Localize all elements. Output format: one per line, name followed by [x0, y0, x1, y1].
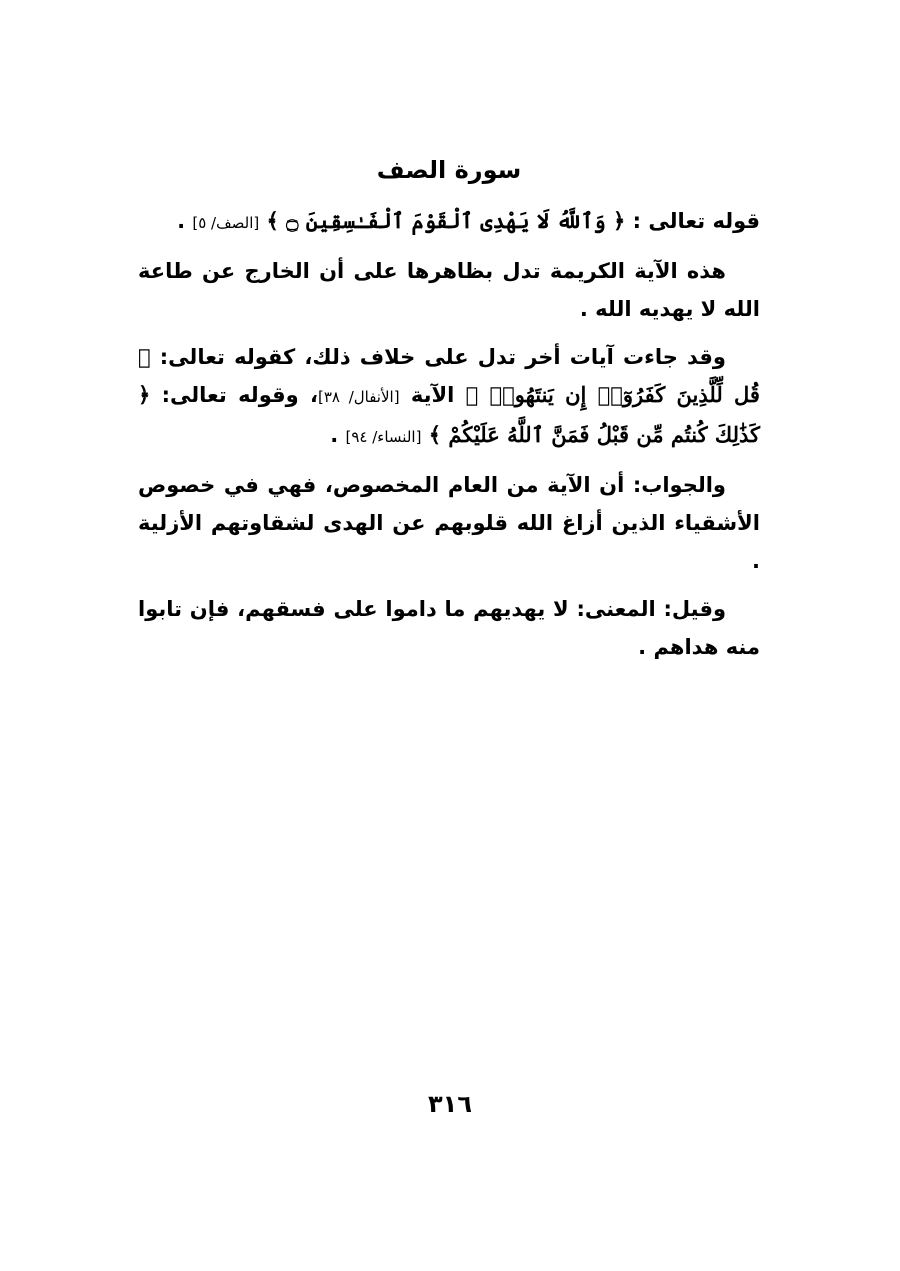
- paragraph-4: وقيل: المعنى: لا يهديهم ما داموا على فسقهم، فإن تابوا منه هداهم .: [138, 597, 760, 659]
- verse-reference-anfal: [الأنفال/ ٣٨]: [317, 388, 400, 406]
- page-number: ٣١٦: [428, 1090, 472, 1118]
- surah-title: سورة الصف: [376, 156, 522, 184]
- verse-intro-end: .: [177, 209, 193, 233]
- paragraph-2: [138, 338, 760, 456]
- verse-reference: [الصف/ ٥]: [192, 214, 260, 232]
- paragraph-1: هذه الآية الكريمة تدل بظاهرها على أن الخارج عن طاعة الله لا يهديه الله .: [138, 259, 760, 321]
- ornate-bracket-open: ﴿: [138, 382, 151, 407]
- paragraph-2-lead: وقد جاءت آيات أخر تدل على خلاف ذلك، كقوله تعالى:: [150, 345, 726, 369]
- ornate-bracket-close: ﴾: [454, 382, 490, 407]
- verse-intro: [138, 202, 760, 242]
- quran-verse: وَٱللَّهُ لَا يَهْدِى ٱلْقَوْمَ ٱلْفَـٰسِقِينَ ۝: [286, 208, 606, 233]
- ornate-bracket-open: ﴿: [138, 344, 151, 369]
- ornate-bracket-close: ﴾: [421, 422, 449, 447]
- page-content: [138, 150, 760, 676]
- ornate-bracket-close: ﴾: [259, 208, 287, 233]
- quran-verse-anfal: قُل لِّلَّذِينَ كَفَرُوٓا۟ إِن يَنتَهُوا۟: [489, 382, 760, 407]
- ornate-bracket-open: ﴿: [605, 208, 626, 233]
- verse-reference-nisa: [النساء/ ٩٤]: [345, 428, 422, 446]
- quran-verse-nisa: كَذَٰلِكَ كُنتُم مِّن قَبْلُ فَمَنَّ ٱللَّهُ عَلَيْكُمْ: [448, 422, 760, 447]
- paragraph-2-end: .: [330, 423, 346, 447]
- paragraph-3: والجواب: أن الآية من العام المخصوص، فهي في خصوص الأشقياء الذين أزاغ الله قلوبهم عن الهدى لشقاوتهم الأزلية .: [138, 473, 760, 573]
- verse-intro-lead: قوله تعالى :: [625, 209, 760, 233]
- paragraph-2-mid: الآية: [399, 383, 455, 407]
- paragraph-2-mid-2: ، وقوله تعالى:: [150, 383, 318, 407]
